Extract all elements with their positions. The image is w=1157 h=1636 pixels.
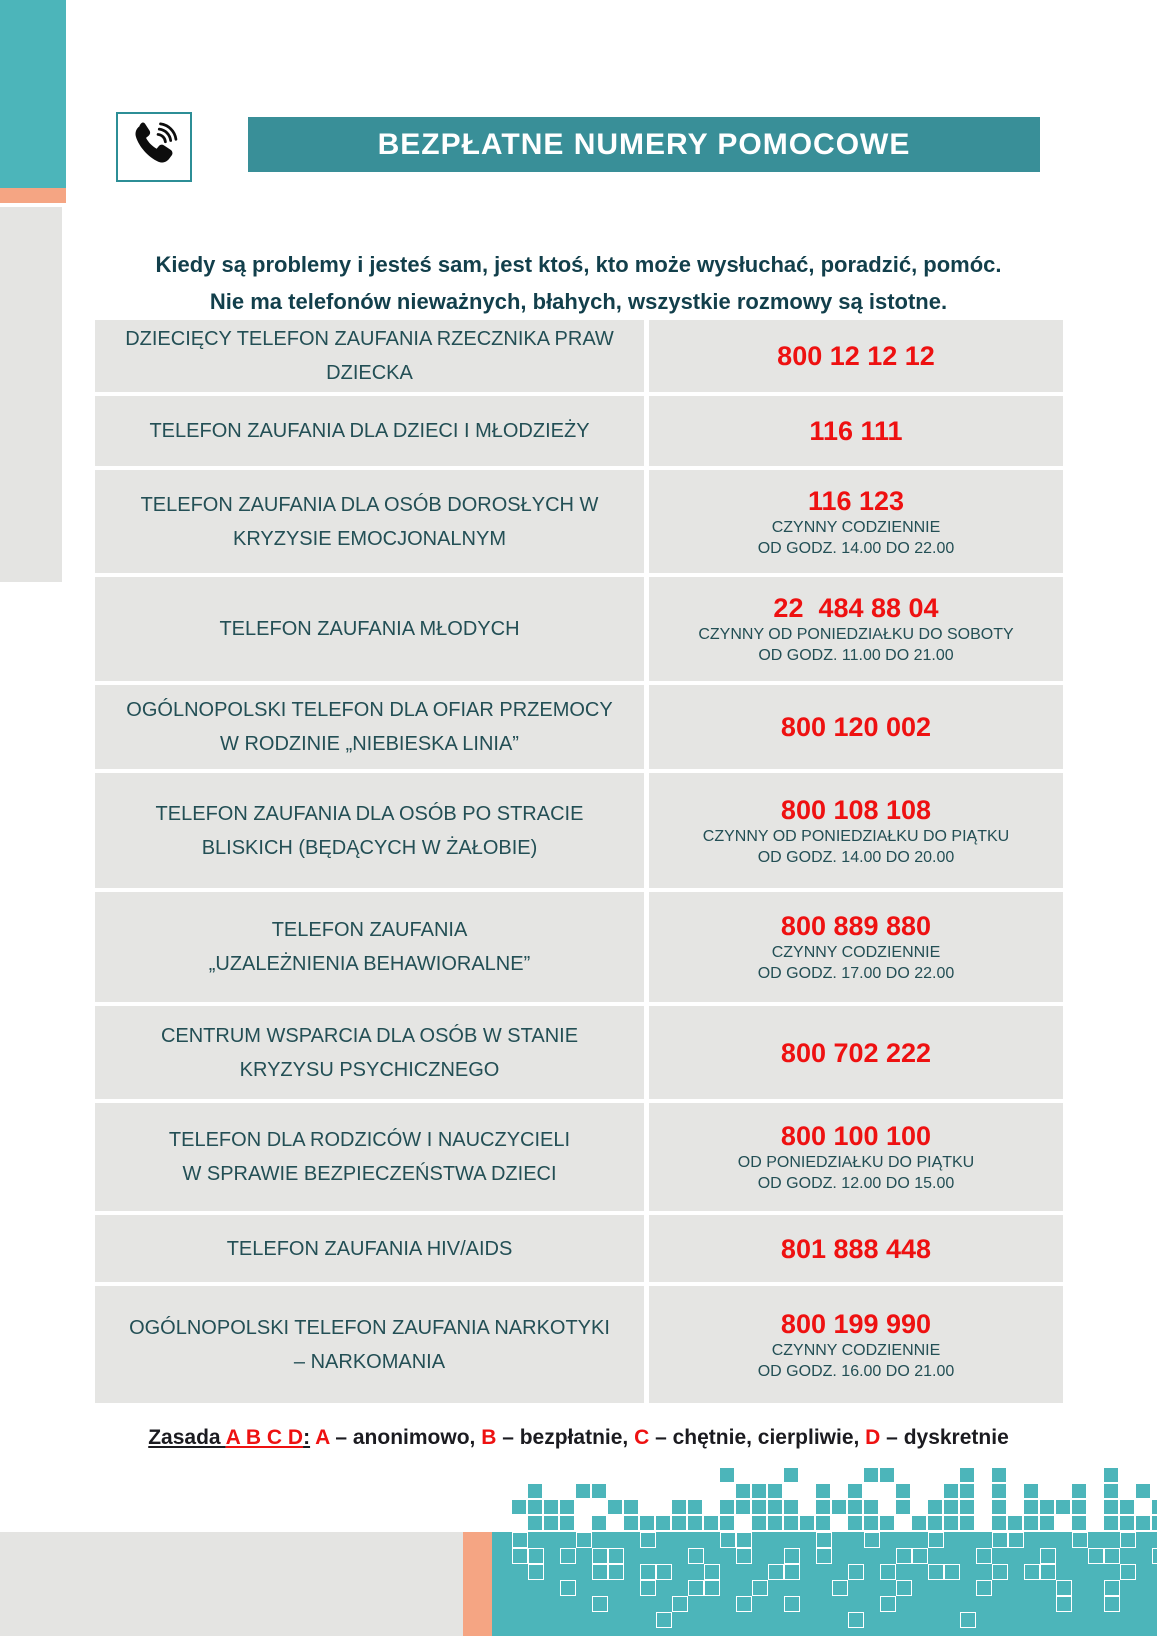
mosaic-square bbox=[1072, 1484, 1086, 1498]
mosaic-outline-square bbox=[592, 1596, 608, 1612]
mosaic-outline-square bbox=[896, 1548, 912, 1564]
mosaic-square bbox=[784, 1468, 798, 1482]
mosaic-square bbox=[928, 1516, 942, 1530]
mosaic-square bbox=[944, 1484, 958, 1498]
zasada-segment: A B C D bbox=[225, 1426, 304, 1449]
mosaic-square bbox=[1136, 1516, 1150, 1530]
mosaic-square bbox=[720, 1468, 734, 1482]
intro-text bbox=[0, 246, 1157, 320]
mosaic-square bbox=[784, 1500, 798, 1514]
mosaic-outline-square bbox=[784, 1596, 800, 1612]
mosaic-square bbox=[1152, 1516, 1157, 1530]
mosaic-outline-square bbox=[688, 1548, 704, 1564]
table-row-number: 22 484 88 04 CZYNNY OD PONIEDZIAŁKU DO SOBOTY OD GODZ. 11.00 DO 21.00 bbox=[649, 577, 1063, 681]
mosaic-square bbox=[1136, 1484, 1150, 1498]
zasada-segment: : bbox=[303, 1426, 311, 1449]
mosaic-square bbox=[688, 1500, 702, 1514]
mosaic-square bbox=[992, 1484, 1006, 1498]
mosaic-outline-square bbox=[1008, 1532, 1024, 1548]
mosaic-outline-square bbox=[1056, 1596, 1072, 1612]
mosaic-outline-square bbox=[784, 1548, 800, 1564]
mosaic-outline-square bbox=[752, 1580, 768, 1596]
table-row-label: TELEFON ZAUFANIA „UZALEŻNIENIA BEHAWIORALNE” bbox=[95, 892, 644, 1002]
mosaic-square bbox=[624, 1500, 638, 1514]
table-row-number: 800 100 100 OD PONIEDZIAŁKU DO PIĄTKU OD GODZ. 12.00 DO 15.00 bbox=[649, 1103, 1063, 1211]
mosaic-square bbox=[944, 1500, 958, 1514]
mosaic-outline-square bbox=[880, 1564, 896, 1580]
mosaic-square bbox=[1024, 1516, 1038, 1530]
intro-line-2: Nie ma telefonów nieważnych, błahych, wszystkie rozmowy są istotne. bbox=[209, 289, 948, 314]
mosaic-outline-square bbox=[656, 1564, 672, 1580]
mosaic-square bbox=[880, 1516, 894, 1530]
mosaic-square bbox=[608, 1500, 622, 1514]
table-row-number: 800 889 880 CZYNNY CODZIENNIE OD GODZ. 17.00 DO 22.00 bbox=[649, 892, 1063, 1002]
mosaic-outline-square bbox=[944, 1564, 960, 1580]
mosaic-outline-square bbox=[640, 1532, 656, 1548]
mosaic-square bbox=[576, 1484, 590, 1498]
table-row-label: TELEFON ZAUFANIA DLA OSÓB DOROSŁYCH W KRYZYSIE EMOCJONALNYM bbox=[95, 470, 644, 573]
mosaic-outline-square bbox=[576, 1532, 592, 1548]
mosaic-outline-square bbox=[896, 1580, 912, 1596]
mosaic-square bbox=[560, 1516, 574, 1530]
mosaic-outline-square bbox=[976, 1580, 992, 1596]
table-row-number: 801 888 448 bbox=[649, 1215, 1063, 1282]
mosaic-square bbox=[592, 1484, 606, 1498]
table-row-label: TELEFON ZAUFANIA DLA DZIECI I MŁODZIEŻY bbox=[95, 396, 644, 466]
mosaic-square bbox=[688, 1516, 702, 1530]
mosaic-outline-square bbox=[560, 1548, 576, 1564]
mosaic-square bbox=[848, 1516, 862, 1530]
mosaic-outline-square bbox=[832, 1580, 848, 1596]
mosaic-square bbox=[944, 1516, 958, 1530]
mosaic-square bbox=[800, 1516, 814, 1530]
table-row-number: 116 111 bbox=[649, 396, 1063, 466]
mosaic-square bbox=[816, 1500, 830, 1514]
intro-line-1: Kiedy są problemy i jesteś sam, jest ktoś, kto może wysłuchać, poradzić, pomóc. bbox=[155, 252, 1002, 277]
mosaic-outline-square bbox=[848, 1564, 864, 1580]
mosaic-outline-square bbox=[640, 1564, 656, 1580]
table-row-number: 800 108 108 CZYNNY OD PONIEDZIAŁKU DO PIĄTKU OD GODZ. 14.00 DO 20.00 bbox=[649, 773, 1063, 888]
mosaic-outline-square bbox=[656, 1612, 672, 1628]
mosaic-square bbox=[672, 1516, 686, 1530]
mosaic-outline-square bbox=[992, 1564, 1008, 1580]
left-teal-bar bbox=[0, 0, 66, 188]
zasada-segment: Zasada bbox=[148, 1426, 226, 1449]
mosaic-square bbox=[992, 1516, 1006, 1530]
mosaic-outline-square bbox=[1040, 1564, 1056, 1580]
mosaic-square bbox=[624, 1516, 638, 1530]
mosaic-square bbox=[752, 1500, 766, 1514]
mosaic-square bbox=[544, 1500, 558, 1514]
mosaic-square bbox=[848, 1500, 862, 1514]
mosaic-outline-square bbox=[688, 1580, 704, 1596]
mosaic-square bbox=[896, 1484, 910, 1498]
mosaic-outline-square bbox=[512, 1548, 528, 1564]
table-row-label: TELEFON DLA RODZICÓW I NAUCZYCIELI W SPRAWIE BEZPIECZEŃSTWA DZIECI bbox=[95, 1103, 644, 1211]
zasada-segment: D bbox=[865, 1426, 881, 1449]
bottom-orange-bar bbox=[463, 1532, 492, 1636]
zasada-segment: B bbox=[481, 1426, 497, 1449]
mosaic-square bbox=[752, 1516, 766, 1530]
table-row-label: DZIECIĘCY TELEFON ZAUFANIA RZECZNIKA PRAW DZIECKA bbox=[95, 320, 644, 392]
mosaic-square bbox=[1104, 1500, 1118, 1514]
mosaic-square bbox=[928, 1500, 942, 1514]
table-row-number: 800 199 990 CZYNNY CODZIENNIE OD GODZ. 16.00 DO 21.00 bbox=[649, 1286, 1063, 1403]
mosaic-square bbox=[960, 1484, 974, 1498]
mosaic-square bbox=[1152, 1500, 1157, 1514]
mosaic-square bbox=[736, 1484, 750, 1498]
mosaic-outline-square bbox=[848, 1612, 864, 1628]
mosaic-outline-square bbox=[864, 1532, 880, 1548]
mosaic-square bbox=[1072, 1500, 1086, 1514]
mosaic-outline-square bbox=[608, 1564, 624, 1580]
mosaic-square bbox=[960, 1500, 974, 1514]
mosaic-outline-square bbox=[880, 1596, 896, 1612]
mosaic-square bbox=[1072, 1516, 1086, 1530]
mosaic-outline-square bbox=[1120, 1532, 1136, 1548]
table-row-number: 800 12 12 12 bbox=[649, 320, 1063, 392]
mosaic-square bbox=[1104, 1484, 1118, 1498]
mosaic-square bbox=[656, 1516, 670, 1530]
mosaic-square bbox=[1024, 1484, 1038, 1498]
mosaic-outline-square bbox=[816, 1548, 832, 1564]
mosaic-outline-square bbox=[1104, 1548, 1120, 1564]
mosaic-square bbox=[512, 1500, 526, 1514]
table-row-number: 800 120 002 bbox=[649, 685, 1063, 769]
mosaic-outline-square bbox=[1104, 1596, 1120, 1612]
mosaic-square bbox=[1040, 1500, 1054, 1514]
mosaic-square bbox=[672, 1500, 686, 1514]
mosaic-outline-square bbox=[704, 1580, 720, 1596]
mosaic-outline-square bbox=[736, 1532, 752, 1548]
mosaic-outline-square bbox=[928, 1564, 944, 1580]
mosaic-square bbox=[912, 1516, 926, 1530]
mosaic-square bbox=[864, 1500, 878, 1514]
phone-icon bbox=[128, 119, 180, 176]
mosaic-outline-square bbox=[1120, 1564, 1136, 1580]
mosaic-outline-square bbox=[672, 1596, 688, 1612]
mosaic-square bbox=[1024, 1500, 1038, 1514]
mosaic-outline-square bbox=[736, 1548, 752, 1564]
mosaic-square bbox=[1040, 1516, 1054, 1530]
mosaic-square bbox=[992, 1468, 1006, 1482]
mosaic-square bbox=[752, 1484, 766, 1498]
zasada-line bbox=[0, 1426, 1157, 1450]
mosaic-square bbox=[816, 1484, 830, 1498]
mosaic-square bbox=[1056, 1500, 1070, 1514]
mosaic-square bbox=[544, 1516, 558, 1530]
mosaic-outline-square bbox=[816, 1532, 832, 1548]
title-banner bbox=[248, 117, 1040, 172]
table-row-label: TELEFON ZAUFANIA HIV/AIDS bbox=[95, 1215, 644, 1282]
mosaic-square bbox=[960, 1516, 974, 1530]
mosaic-outline-square bbox=[720, 1532, 736, 1548]
table-row-label: OGÓLNOPOLSKI TELEFON DLA OFIAR PRZEMOCY W RODZINIE „NIEBIESKA LINIA” bbox=[95, 685, 644, 769]
mosaic-square bbox=[1104, 1516, 1118, 1530]
mosaic-outline-square bbox=[592, 1548, 608, 1564]
mosaic-outline-square bbox=[704, 1564, 720, 1580]
mosaic-outline-square bbox=[960, 1612, 976, 1628]
phone-icon-box bbox=[116, 112, 192, 182]
left-orange-bar bbox=[0, 188, 66, 203]
mosaic-outline-square bbox=[736, 1596, 752, 1612]
mosaic-square bbox=[528, 1516, 542, 1530]
mosaic-square bbox=[736, 1500, 750, 1514]
mosaic-square bbox=[1008, 1516, 1022, 1530]
mosaic-square bbox=[784, 1516, 798, 1530]
mosaic-square bbox=[768, 1500, 782, 1514]
mosaic-square bbox=[720, 1516, 734, 1530]
table-row-number: 116 123 CZYNNY CODZIENNIE OD GODZ. 14.00 DO 22.00 bbox=[649, 470, 1063, 573]
mosaic-outline-square bbox=[912, 1548, 928, 1564]
mosaic-outline-square bbox=[992, 1532, 1008, 1548]
mosaic-outline-square bbox=[1056, 1580, 1072, 1596]
mosaic-outline-square bbox=[1040, 1548, 1056, 1564]
mosaic-outline-square bbox=[1152, 1548, 1157, 1564]
zasada-segment: C bbox=[634, 1426, 650, 1449]
mosaic-square bbox=[1120, 1500, 1134, 1514]
mosaic-square bbox=[528, 1484, 542, 1498]
mosaic-square bbox=[592, 1516, 606, 1530]
zasada-segment: – dyskretnie bbox=[880, 1426, 1009, 1449]
mosaic-outline-square bbox=[976, 1548, 992, 1564]
zasada-segment: – bezpłatnie, bbox=[496, 1426, 635, 1449]
mosaic-square bbox=[704, 1516, 718, 1530]
helpline-table bbox=[95, 320, 1063, 1403]
mosaic-outline-square bbox=[640, 1580, 656, 1596]
mosaic-square bbox=[816, 1516, 830, 1530]
mosaic-square bbox=[992, 1500, 1006, 1514]
zasada-segment: A bbox=[315, 1426, 330, 1449]
bottom-gray-band bbox=[0, 1532, 463, 1636]
zasada-segment: – chętnie, cierpliwie, bbox=[649, 1426, 866, 1449]
mosaic-square bbox=[864, 1516, 878, 1530]
mosaic-outline-square bbox=[592, 1564, 608, 1580]
table-row-label: TELEFON ZAUFANIA MŁODYCH bbox=[95, 577, 644, 681]
mosaic-square bbox=[848, 1484, 862, 1498]
table-row-label: OGÓLNOPOLSKI TELEFON ZAUFANIA NARKOTYKI – NARKOMANIA bbox=[95, 1286, 644, 1403]
mosaic-square bbox=[880, 1468, 894, 1482]
mosaic-outline-square bbox=[1072, 1532, 1088, 1548]
mosaic-square bbox=[1104, 1468, 1118, 1482]
mosaic-outline-square bbox=[1024, 1564, 1040, 1580]
mosaic-square bbox=[560, 1500, 574, 1514]
page-title: BEZPŁATNE NUMERY POMOCOWE bbox=[377, 127, 911, 161]
mosaic-square bbox=[960, 1468, 974, 1482]
zasada-segment: – anonimowo, bbox=[329, 1426, 482, 1449]
mosaic-outline-square bbox=[768, 1564, 784, 1580]
table-row-label: TELEFON ZAUFANIA DLA OSÓB PO STRACIE BLISKICH (BĘDĄCYCH W ŻAŁOBIE) bbox=[95, 773, 644, 888]
mosaic-outline-square bbox=[784, 1564, 800, 1580]
table-row-label: CENTRUM WSPARCIA DLA OSÓB W STANIE KRYZYSU PSYCHICZNEGO bbox=[95, 1006, 644, 1099]
mosaic-square bbox=[896, 1500, 910, 1514]
mosaic-square bbox=[832, 1500, 846, 1514]
mosaic-square bbox=[528, 1500, 542, 1514]
mosaic-outline-square bbox=[1104, 1580, 1120, 1596]
mosaic-square bbox=[640, 1516, 654, 1530]
mosaic-outline-square bbox=[928, 1532, 944, 1548]
mosaic-outline-square bbox=[528, 1564, 544, 1580]
table-row-number: 800 702 222 bbox=[649, 1006, 1063, 1099]
mosaic-square bbox=[1120, 1516, 1134, 1530]
mosaic-square bbox=[768, 1516, 782, 1530]
mosaic-square bbox=[768, 1484, 782, 1498]
mosaic-square bbox=[864, 1468, 878, 1482]
mosaic-outline-square bbox=[512, 1532, 528, 1548]
mosaic-square bbox=[720, 1500, 734, 1514]
mosaic-outline-square bbox=[560, 1580, 576, 1596]
mosaic-outline-square bbox=[608, 1548, 624, 1564]
mosaic-outline-square bbox=[528, 1548, 544, 1564]
mosaic-outline-square bbox=[1088, 1548, 1104, 1564]
